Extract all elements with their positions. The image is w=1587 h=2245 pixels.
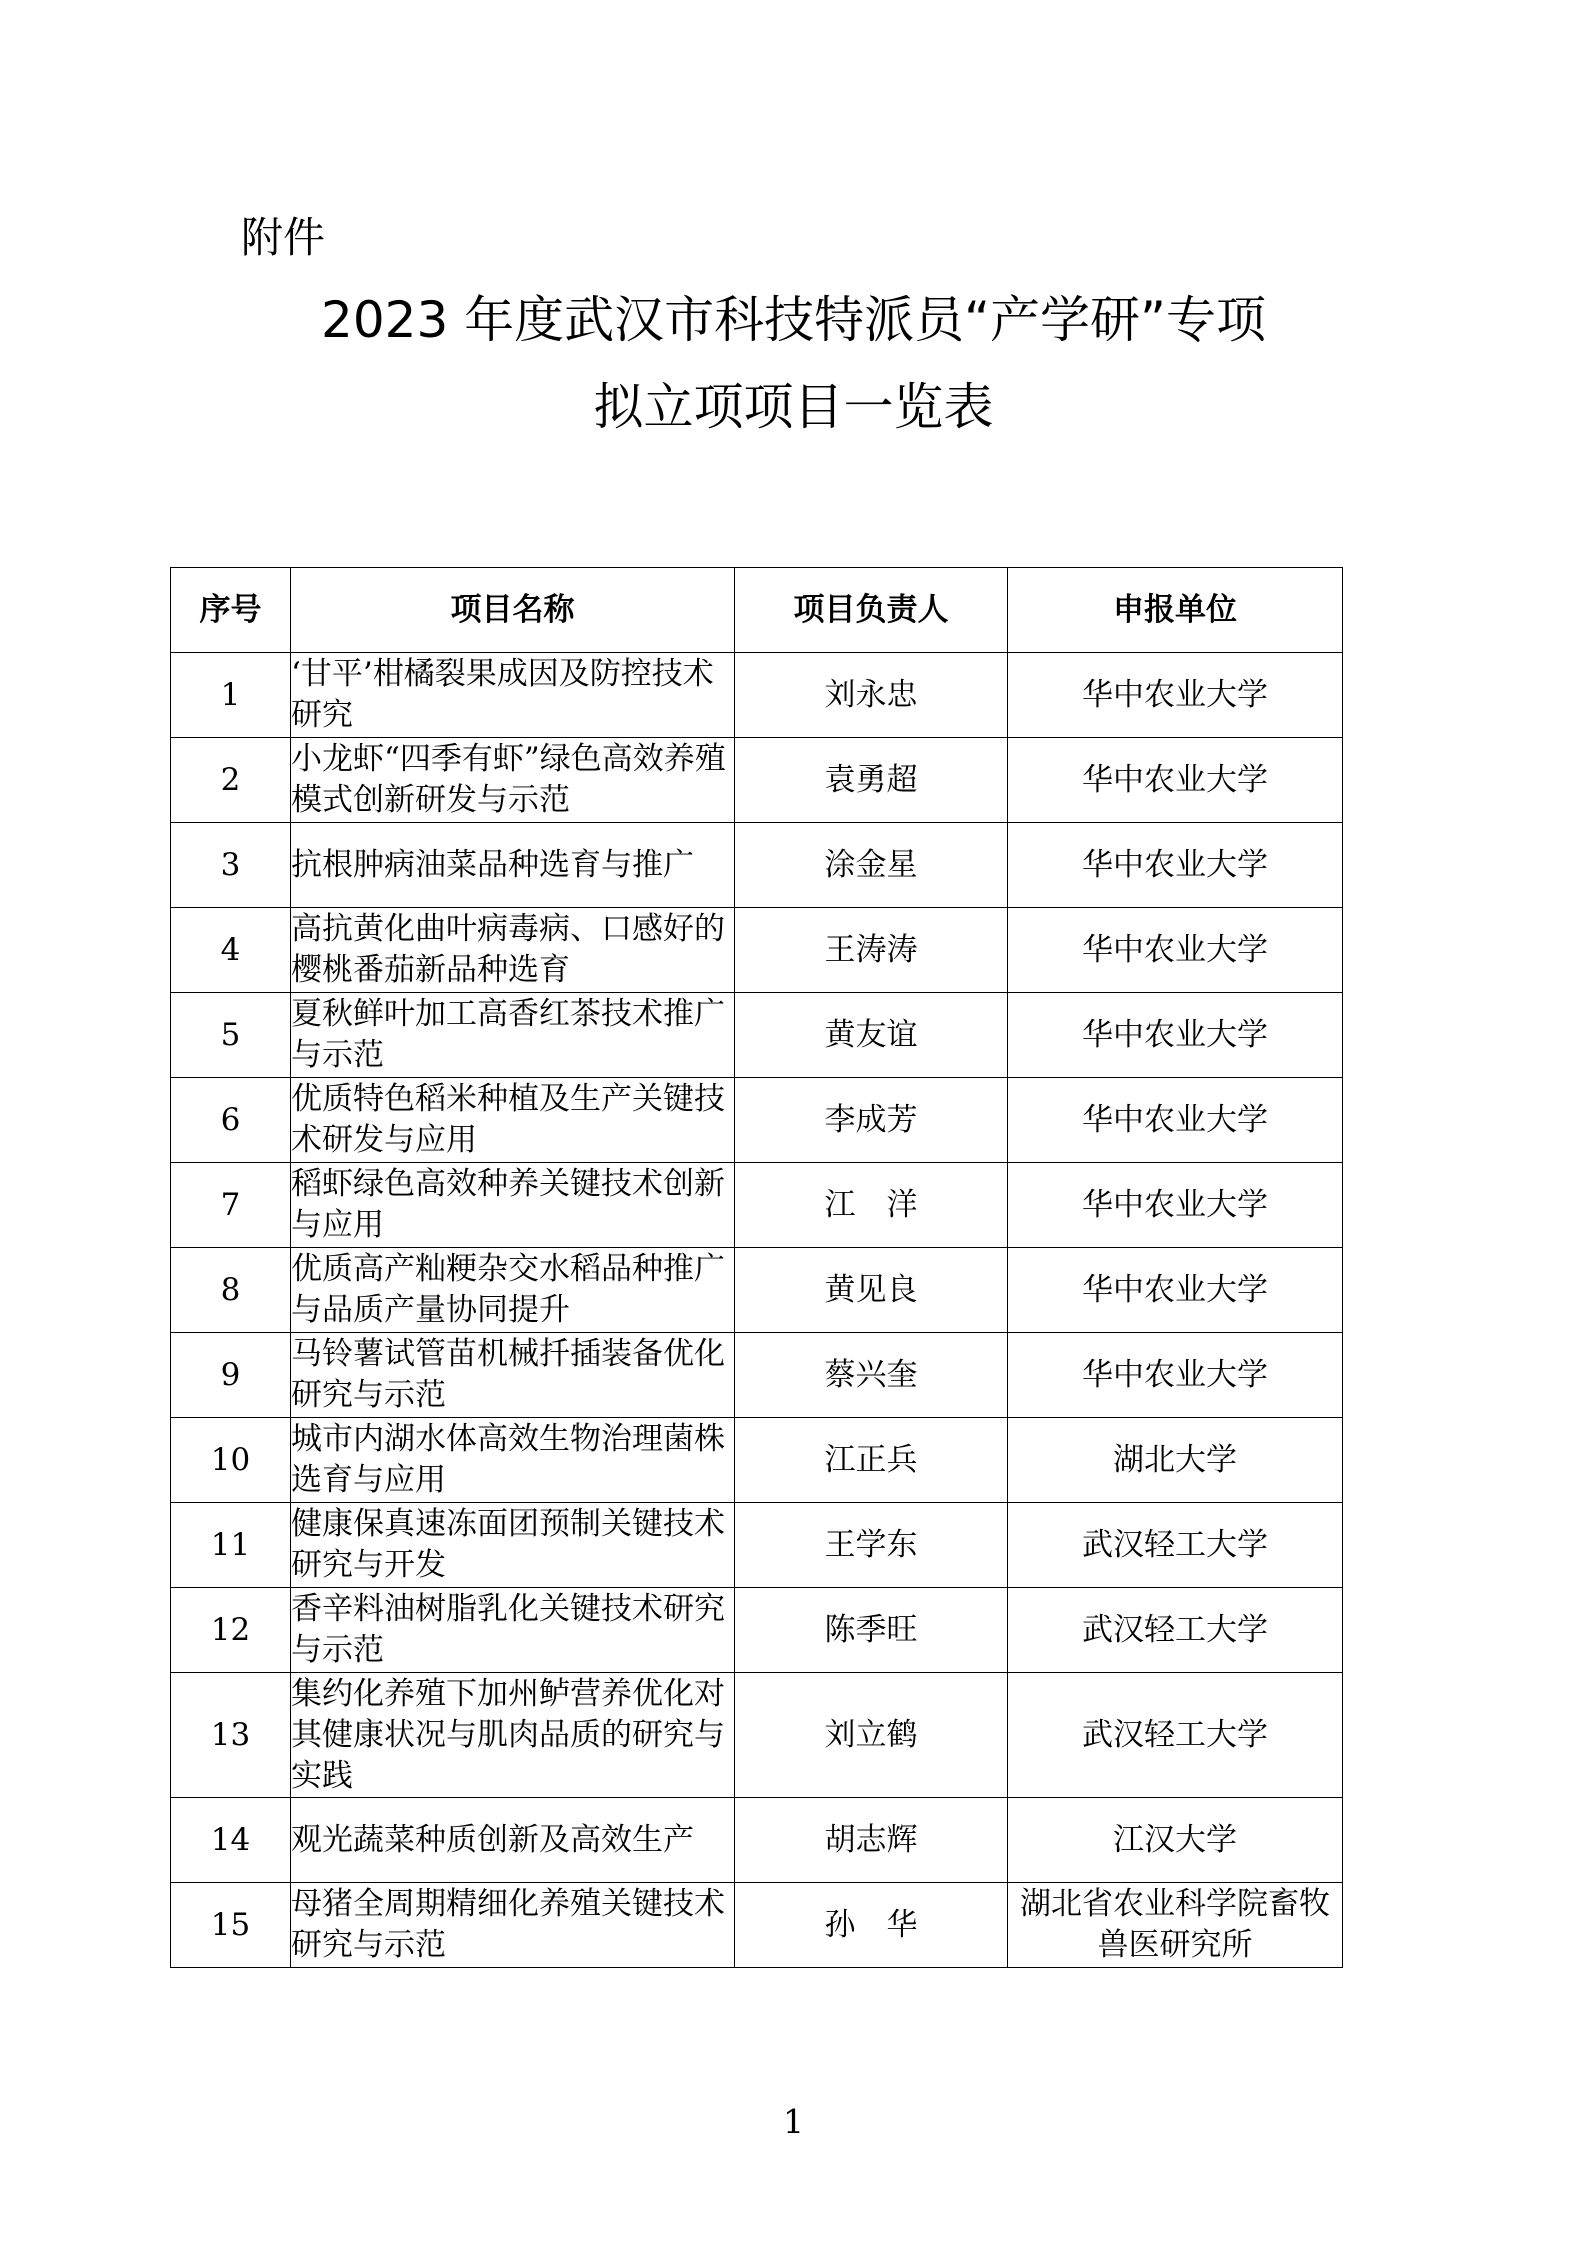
row-unit: 华中农业大学 <box>1008 908 1343 993</box>
row-project-name: 集约化养殖下加州鲈营养优化对其健康状况与肌肉品质的研究与实践 <box>291 1673 735 1798</box>
row-unit: 华中农业大学 <box>1008 1078 1343 1163</box>
row-project-name: 马铃薯试管苗机械扦插装备优化研究与示范 <box>291 1333 735 1418</box>
row-unit: 武汉轻工大学 <box>1008 1503 1343 1588</box>
row-leader: 黄友谊 <box>735 993 1008 1078</box>
table-row <box>171 1588 1343 1673</box>
header-unit: 申报单位 <box>1008 568 1343 653</box>
row-num: 7 <box>171 1163 291 1248</box>
row-leader: 李成芳 <box>735 1078 1008 1163</box>
row-unit: 华中农业大学 <box>1008 738 1343 823</box>
table-row <box>171 1248 1343 1333</box>
document-title-line-2: 拟立项项目一览表 <box>593 378 994 436</box>
row-num: 6 <box>171 1078 291 1163</box>
row-leader: 蔡兴奎 <box>735 1333 1008 1418</box>
row-leader: 刘立鹤 <box>735 1673 1008 1798</box>
row-project-name: 香辛料油树脂乳化关键技术研究与示范 <box>291 1588 735 1673</box>
row-num: 1 <box>171 653 291 738</box>
row-unit: 湖北大学 <box>1008 1418 1343 1503</box>
row-leader: 涂金星 <box>735 823 1008 908</box>
row-num: 2 <box>171 738 291 823</box>
row-num: 9 <box>171 1333 291 1418</box>
row-num: 11 <box>171 1503 291 1588</box>
row-num: 8 <box>171 1248 291 1333</box>
row-project-name: 母猪全周期精细化养殖关键技术研究与示范 <box>291 1883 735 1968</box>
table-row <box>171 1503 1343 1588</box>
table-row <box>171 1078 1343 1163</box>
row-project-name: 高抗黄化曲叶病毒病、口感好的樱桃番茄新品种选育 <box>291 908 735 993</box>
row-leader: 胡志辉 <box>735 1798 1008 1883</box>
table-row <box>171 1883 1343 1968</box>
row-num: 13 <box>171 1673 291 1798</box>
row-leader: 孙 华 <box>735 1883 1008 1968</box>
row-project-name: 抗根肿病油菜品种选育与推广 <box>291 823 735 908</box>
row-unit: 江汉大学 <box>1008 1798 1343 1883</box>
row-num: 15 <box>171 1883 291 1968</box>
row-project-name: 健康保真速冻面团预制关键技术研究与开发 <box>291 1503 735 1588</box>
row-leader: 刘永忠 <box>735 653 1008 738</box>
row-unit: 湖北省农业科学院畜牧兽医研究所 <box>1008 1883 1343 1968</box>
row-project-name: 夏秋鲜叶加工高香红茶技术推广与示范 <box>291 993 735 1078</box>
header-name: 项目名称 <box>291 568 735 653</box>
row-unit: 华中农业大学 <box>1008 1333 1343 1418</box>
row-num: 3 <box>171 823 291 908</box>
table-row <box>171 653 1343 738</box>
table-row <box>171 823 1343 908</box>
row-num: 12 <box>171 1588 291 1673</box>
row-num: 10 <box>171 1418 291 1503</box>
row-project-name: 稻虾绿色高效种养关键技术创新与应用 <box>291 1163 735 1248</box>
table-row <box>171 1798 1343 1883</box>
row-leader: 江正兵 <box>735 1418 1008 1503</box>
row-unit: 华中农业大学 <box>1008 653 1343 738</box>
table-row <box>171 1333 1343 1418</box>
table-header-row <box>171 568 1343 653</box>
row-leader: 王学东 <box>735 1503 1008 1588</box>
row-project-name: 小龙虾“四季有虾”绿色高效养殖模式创新研发与示范 <box>291 738 735 823</box>
row-project-name: 优质特色稻米种植及生产关键技术研发与应用 <box>291 1078 735 1163</box>
row-leader: 江 洋 <box>735 1163 1008 1248</box>
row-num: 4 <box>171 908 291 993</box>
row-unit: 武汉轻工大学 <box>1008 1588 1343 1673</box>
table-row <box>171 1673 1343 1798</box>
row-num: 5 <box>171 993 291 1078</box>
row-leader: 王涛涛 <box>735 908 1008 993</box>
row-leader: 陈季旺 <box>735 1588 1008 1673</box>
row-project-name: ‘甘平’柑橘裂果成因及防控技术研究 <box>291 653 735 738</box>
project-table <box>170 567 1343 1968</box>
document-title-line-1: 2023 年度武汉市科技特派员“产学研”专项 <box>321 291 1266 349</box>
table-row <box>171 738 1343 823</box>
row-project-name: 优质高产籼粳杂交水稻品种推广与品质产量协同提升 <box>291 1248 735 1333</box>
row-unit: 华中农业大学 <box>1008 993 1343 1078</box>
attachment-label: 附件 <box>241 213 326 262</box>
row-project-name: 城市内湖水体高效生物治理菌株选育与应用 <box>291 1418 735 1503</box>
row-num: 14 <box>171 1798 291 1883</box>
row-project-name: 观光蔬菜种质创新及高效生产 <box>291 1798 735 1883</box>
header-leader: 项目负责人 <box>735 568 1008 653</box>
row-leader: 黄见良 <box>735 1248 1008 1333</box>
header-num: 序号 <box>171 568 291 653</box>
row-unit: 华中农业大学 <box>1008 823 1343 908</box>
row-unit: 华中农业大学 <box>1008 1163 1343 1248</box>
page-number: 1 <box>783 2102 804 2141</box>
row-unit: 华中农业大学 <box>1008 1248 1343 1333</box>
table-row <box>171 1418 1343 1503</box>
table-row <box>171 908 1343 993</box>
row-leader: 袁勇超 <box>735 738 1008 823</box>
table-row <box>171 1163 1343 1248</box>
row-unit: 武汉轻工大学 <box>1008 1673 1343 1798</box>
table-row <box>171 993 1343 1078</box>
